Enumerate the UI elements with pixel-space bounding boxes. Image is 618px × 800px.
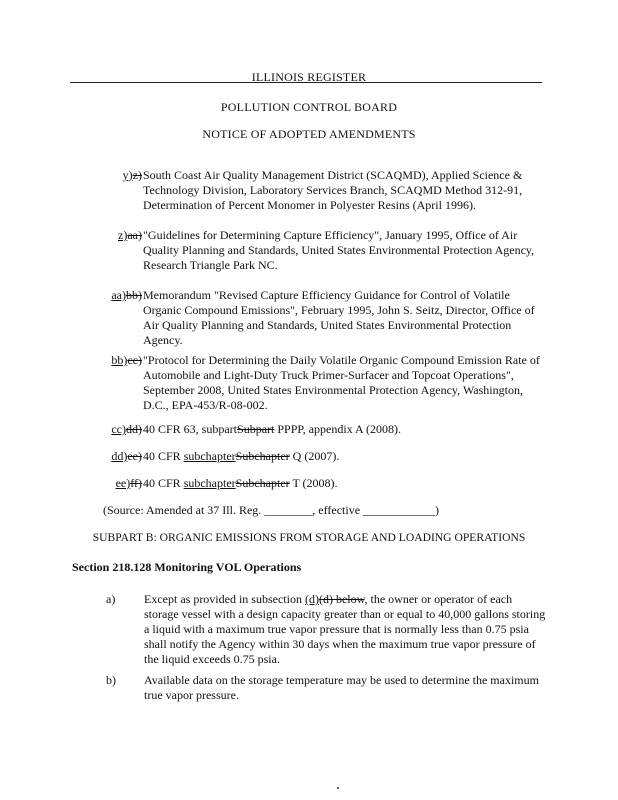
reference-label: cc)dd)	[111, 422, 142, 436]
register-title: ILLINOIS REGISTER	[251, 70, 367, 84]
notice-title: NOTICE OF ADOPTED AMENDMENTS	[202, 127, 416, 141]
reference-label: aa)bb)	[111, 288, 142, 302]
reference-text: 40 CFR 63, subpartSubpart PPPP, appendix A (2008).	[143, 422, 402, 436]
source-note: (Source: Amended at 37 Ill. Reg. ________, effective ____________)	[103, 503, 440, 517]
reference-text: "Protocol for Determining the Daily Volatile Organic Compound Emission Rate of Automobile and Light-Duty Truck Primer-Surfacer and Topcoat Operations", September 2008, United States Environmental Protection Agency, Washington, D.C., EPA-453/R-08-002.	[143, 353, 540, 412]
reference-text: 40 CFR subchapterSubchapter Q (2007).	[143, 449, 340, 463]
page-mark	[337, 787, 339, 789]
section-title: Section 218.128 Monitoring VOL Operations	[72, 560, 302, 574]
header-rule	[70, 82, 542, 83]
reference-text: 40 CFR subchapterSubchapter T (2008).	[143, 476, 338, 490]
reference-text: Memorandum "Revised Capture Efficiency Guidance for Control of Volatile Organic Compound Emissions", February 1995, John S. Seitz, Director, Office of Air Quality Planning and Standards, United States Environmental Protection Agency.	[143, 288, 535, 347]
reference-label: ee)ff)	[115, 476, 142, 490]
subpart-title: SUBPART B: ORGANIC EMISSIONS FROM STORAGE AND LOADING OPERATIONS	[92, 531, 526, 544]
reference-text: "Guidelines for Determining Capture Efficiency", January 1995, Office of Air Quality Planning and Standards, United States Environmental Protection Agency, Research Triangle Park NC.	[143, 228, 535, 272]
subsection-text: Except as provided in subsection (d)(d) below, the owner or operator of each storage vessel with a design capacity greater than or equal to 40,000 gallons storing a liquid with a maximum true vapor pressure that is normally less than 0.75 psia shall notify the Agency within 30 days when the maximum true vapor pressure of the liquid exceeds 0.75 psia.	[144, 592, 546, 666]
subsection-label: b)	[106, 673, 116, 687]
reference-label: y)z)	[122, 168, 142, 182]
reference-label: dd)ee)	[111, 449, 142, 463]
subsection-text: Available data on the storage temperature may be used to determine the maximum true vapor pressure.	[144, 673, 539, 702]
reference-label: z)aa)	[118, 228, 142, 242]
subsection-label: a)	[106, 592, 116, 606]
reference-label: bb)cc)	[111, 353, 142, 367]
board-title: POLLUTION CONTROL BOARD	[220, 100, 398, 114]
reference-text: South Coast Air Quality Management District (SCAQMD), Applied Science & Technology Division, Laboratory Services Branch, SCAQMD Method 312-91, Determination of Percent Monomer in Polyester Resins (April 1996).	[143, 168, 523, 212]
